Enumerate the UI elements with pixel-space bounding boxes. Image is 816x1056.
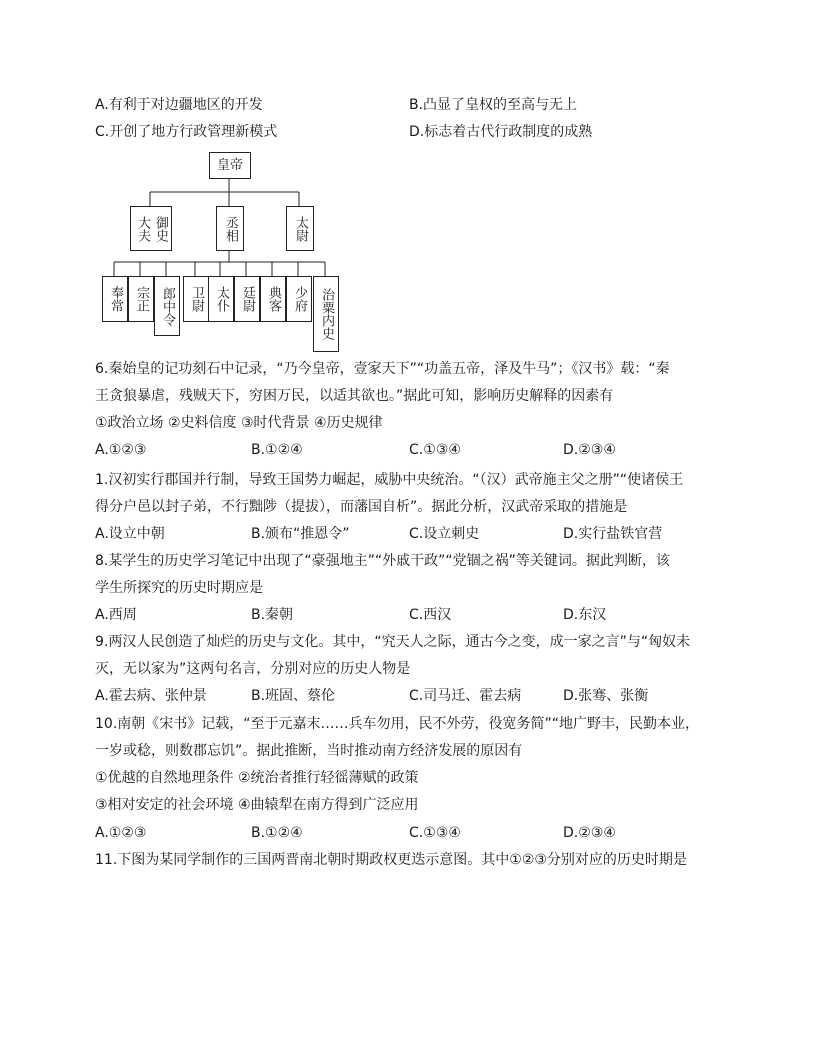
q9-option-c: C.司马迁、霍去病 xyxy=(409,688,522,704)
q6-option-d: D.②③④ xyxy=(563,442,616,458)
q5-option-d: D.标志着古代行政制度的成熟 xyxy=(409,124,593,140)
diagram-node-shaofu xyxy=(286,276,312,322)
q10-option-b: B.①②④ xyxy=(251,825,303,841)
diagram-node-emperor-label: 皇帝 xyxy=(216,157,243,173)
diagram-node-tingwei xyxy=(234,276,260,322)
diagram-node-tingwei-label: 廷尉 xyxy=(240,286,255,312)
q7-stem-line-1: 1.汉初实行郡国并行制，导致王国势力崛起，威胁中央统治。“（汉）武帝施主父之册”“使诸侯王 xyxy=(95,472,684,488)
q6-items: ①政治立场 ②史料信度 ③时代背景 ④历史规律 xyxy=(95,415,383,431)
diagram-node-shaofu-label: 少府 xyxy=(292,286,307,312)
q7-option-d: D.实行盐铁官营 xyxy=(563,526,663,542)
q6-option-c: C.①③④ xyxy=(409,442,461,458)
q10-option-a: A.①②③ xyxy=(95,825,147,841)
q10-items-2: ③相对安定的社会环境 ④曲辕犁在南方得到广泛应用 xyxy=(95,797,419,813)
q7-option-b: B.颁布“推恩令” xyxy=(251,526,350,542)
diagram-node-zhisuneishi-label: 治粟内史 xyxy=(319,288,334,340)
q9-option-b: B.班固、蔡伦 xyxy=(251,688,336,704)
q9-option-a: A.霍去病、张仲景 xyxy=(95,688,207,704)
q8-option-d: D.东汉 xyxy=(563,607,607,623)
q7-option-c: C.设立刺史 xyxy=(409,526,480,542)
q10-option-c: C.①③④ xyxy=(409,825,461,841)
q5-option-c: C.开创了地方行政管理新模式 xyxy=(95,124,278,140)
diagram-node-taipu xyxy=(208,276,234,322)
q6-option-a: A.①②③ xyxy=(95,442,147,458)
q8-stem-line-1: 8.某学生的历史学习笔记中出现了“豪强地主”“外戚干政”“党锢之祸”等关键词。据此判断，该 xyxy=(95,553,670,569)
q8-stem-line-2: 学生所探究的历史时期应是 xyxy=(95,580,263,596)
diagram-node-langzhongling-label: 郎中令 xyxy=(160,286,175,326)
diagram-node-zongzheng-label: 宗正 xyxy=(134,286,149,312)
diagram-node-taiwei xyxy=(286,206,314,251)
q8-option-b: B.秦朝 xyxy=(251,607,294,623)
diagram-node-chengxiang xyxy=(216,206,244,251)
q9-stem-line-1: 9.两汉人民创造了灿烂的历史与文化。其中，“究天人之际，通古今之变，成一家之言”与“匈奴未 xyxy=(95,634,691,650)
diagram-node-yushidafu-label-1: 御史 xyxy=(153,215,168,242)
diagram-node-zongzheng xyxy=(128,276,154,322)
diagram-node-weiwei xyxy=(183,276,209,322)
q9-option-d: D.张骞、张衡 xyxy=(563,688,649,704)
q10-items-1: ①优越的自然地理条件 ②统治者推行轻徭薄赋的政策 xyxy=(95,770,419,786)
diagram-node-taipu-label: 太仆 xyxy=(214,286,229,312)
q10-stem-line-2: 一岁或稔，则数郡忘饥”。据此推断，当时推动南方经济发展的原因有 xyxy=(95,743,523,759)
diagram-node-langzhongling xyxy=(154,276,180,336)
q10-option-d: D.②③④ xyxy=(563,825,616,841)
q8-option-c: C.西汉 xyxy=(409,607,452,623)
diagram-node-zhisuneishi xyxy=(313,276,339,352)
q7-option-a: A.设立中朝 xyxy=(95,526,165,542)
q5-option-b: B.凸显了皇权的至高与无上 xyxy=(409,97,578,113)
diagram-node-taiwei-label: 太尉 xyxy=(293,215,308,242)
diagram-node-dianke xyxy=(260,276,286,322)
q11-stem-line-1: 11.下图为某同学制作的三国两晋南北朝时期政权更迭示意图。其中①②③分别对应的历史时期是 xyxy=(95,852,687,868)
diagram-node-emperor xyxy=(209,152,251,179)
diagram-node-yushidafu-label-2: 大夫 xyxy=(135,215,150,242)
diagram-node-yushidafu xyxy=(130,206,172,251)
diagram-node-fengchang-label: 奉常 xyxy=(108,286,123,312)
q7-stem-line-2: 得分户邑以封子弟，不行黜陟（提拔），而藩国自析”。据此分析，汉武帝采取的措施是 xyxy=(95,499,628,515)
q6-stem-line-1: 6.秦始皇的记功刻石中记录，“乃今皇帝，壹家天下”“功盖五帝，泽及牛马”；《汉书》载：“秦 xyxy=(95,361,670,377)
q5-option-a: A.有利于对边疆地区的开发 xyxy=(95,97,263,113)
diagram-node-fengchang xyxy=(102,276,128,322)
q8-option-a: A.西周 xyxy=(95,607,137,623)
q9-stem-line-2: 灭，无以家为”这两句名言，分别对应的历史人物是 xyxy=(95,661,411,677)
diagram-node-chengxiang-label: 丞相 xyxy=(223,215,238,242)
q6-option-b: B.①②④ xyxy=(251,442,303,458)
q10-stem-line-1: 10.南朝《宋书》记载，“至于元嘉末……兵车勿用，民不外劳，役宽务简”“地广野丰，民勤本业， xyxy=(95,716,700,732)
q6-stem-line-2: 王贪狼暴虐，残贼天下，穷困万民，以适其欲也。”据此可知，影响历史解释的因素有 xyxy=(95,388,614,404)
diagram-node-weiwei-label: 卫尉 xyxy=(189,286,204,312)
diagram-node-dianke-label: 典客 xyxy=(266,286,281,312)
